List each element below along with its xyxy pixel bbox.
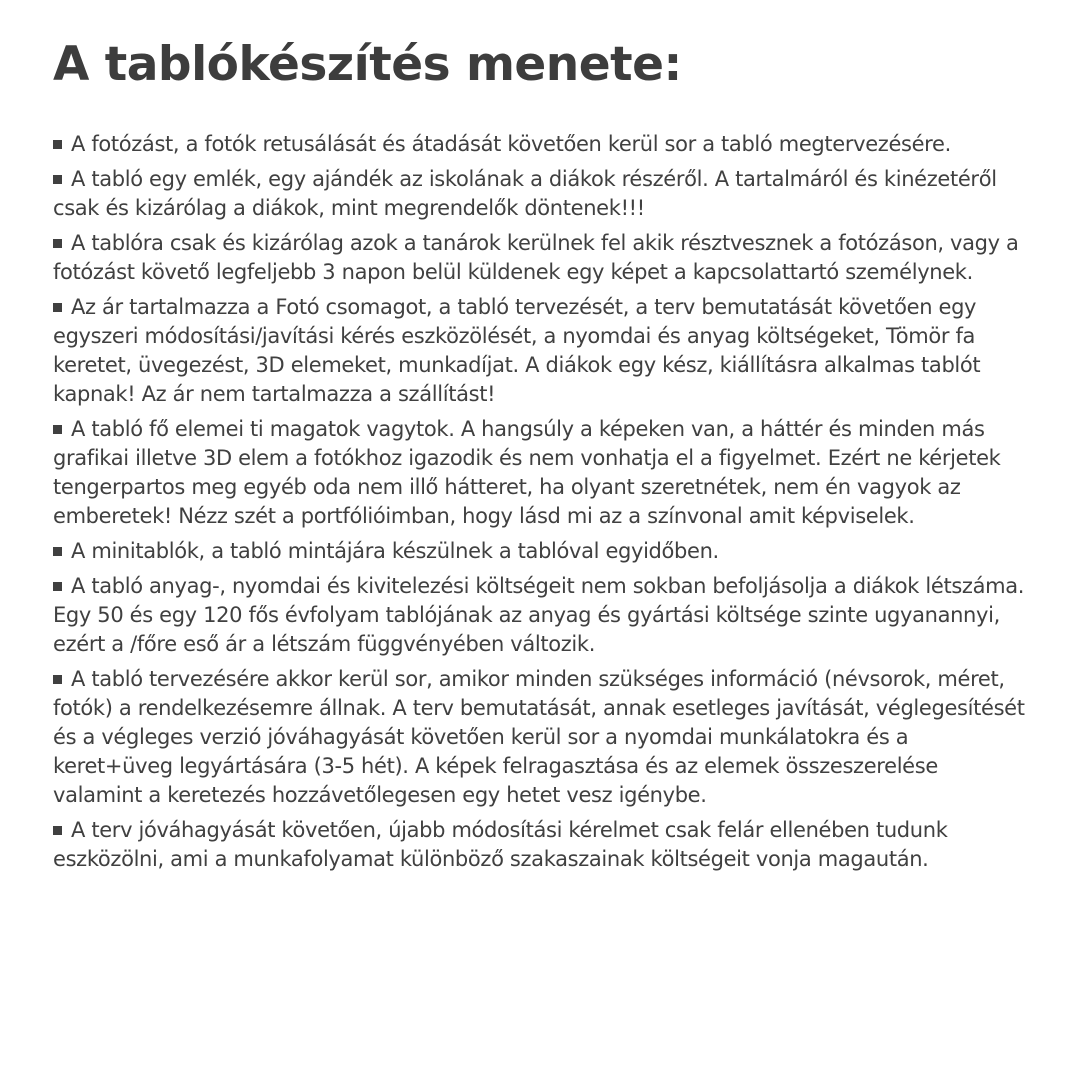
list-item-text: A minitablók, a tabló mintájára készülnek a tablóval egyidőben. (71, 539, 719, 563)
list-item (53, 537, 1033, 566)
list-item-text: A tabló tervezésére akkor kerül sor, amikor minden szükséges információ (névsorok, méret, fotók) a rendelkezésemre állnak. A terv bemutatását, annak esetleges javítását, véglegesítését és a végleges verzió jóváhagyását követően kerül sor a nyomdai munkálatokra és a keret+üveg legyártására (3-5 hét). A képek felragasztása és az elemek összeszerelése valamint a keretezés hozzávetőlegesen egy hetet vesz igénybe. (53, 667, 1025, 807)
square-bullet-icon (53, 425, 62, 434)
list-item (53, 130, 1033, 159)
list-item (53, 229, 1033, 287)
list-item (53, 572, 1033, 659)
list-item-text: A tabló fő elemei ti magatok vagytok. A hangsúly a képeken van, a háttér és minden más grafikai illetve 3D elem a fotókhoz igazodik és nem vonhatja el a figyelmet. Ezért ne kérjetek tengerpartos meg egyéb oda nem illő hátteret, ha olyant szeretnétek, nem én vagyok az emberetek! Nézz szét a portfólióimban, hogy lásd mi az a színvonal amit képviselek. (53, 417, 1001, 528)
square-bullet-icon (53, 303, 62, 312)
list-item-text: A terv jóváhagyását követően, újabb módosítási kérelmet csak felár ellenében tudunk eszközölni, ami a munkafolyamat különböző szakaszainak költségeit vonja magaután. (53, 818, 948, 871)
page-title: A tablókészítés menete: (53, 37, 682, 92)
list-item-text: A tabló egy emlék, egy ajándék az iskolának a diákok részéről. A tartalmáról és kinézetéről csak és kizárólag a diákok, mint megrendelők döntenek!!! (53, 167, 997, 220)
list-item (53, 415, 1033, 531)
list-item-text: Az ár tartalmazza a Fotó csomagot, a tabló tervezését, a terv bemutatását követően egy egyszeri módosítási/javítási kérés eszközölését, a nyomdai és anyag költségeket, Tömör fa keretet, üvegezést, 3D elemeket, munkadíjat. A diákok egy kész, kiállításra alkalmas tablót kapnak! Az ár nem tartalmazza a szállítást! (53, 295, 981, 406)
square-bullet-icon (53, 547, 62, 556)
square-bullet-icon (53, 175, 62, 184)
square-bullet-icon (53, 239, 62, 248)
list-item (53, 665, 1033, 810)
list-item (53, 816, 1033, 874)
square-bullet-icon (53, 140, 62, 149)
process-list (53, 130, 1033, 874)
list-item (53, 293, 1033, 409)
list-item (53, 165, 1033, 223)
list-item-text: A fotózást, a fotók retusálását és átadását követően kerül sor a tabló megtervezésére. (71, 132, 951, 156)
list-item-text: A tablóra csak és kizárólag azok a tanárok kerülnek fel akik résztvesznek a fotózáson, vagy a fotózást követő legfeljebb 3 napon belül küldenek egy képet a kapcsolattartó személynek. (53, 231, 1019, 284)
document-page (53, 34, 1033, 880)
square-bullet-icon (53, 582, 62, 591)
square-bullet-icon (53, 826, 62, 835)
square-bullet-icon (53, 675, 62, 684)
list-item-text: A tabló anyag-, nyomdai és kivitelezési költségeit nem sokban befoljásolja a diákok létszáma. Egy 50 és egy 120 fős évfolyam tablójának az anyag és gyártási költsége szinte ugyanannyi, ezért a /főre eső ár a létszám függvényében változik. (53, 574, 1025, 656)
